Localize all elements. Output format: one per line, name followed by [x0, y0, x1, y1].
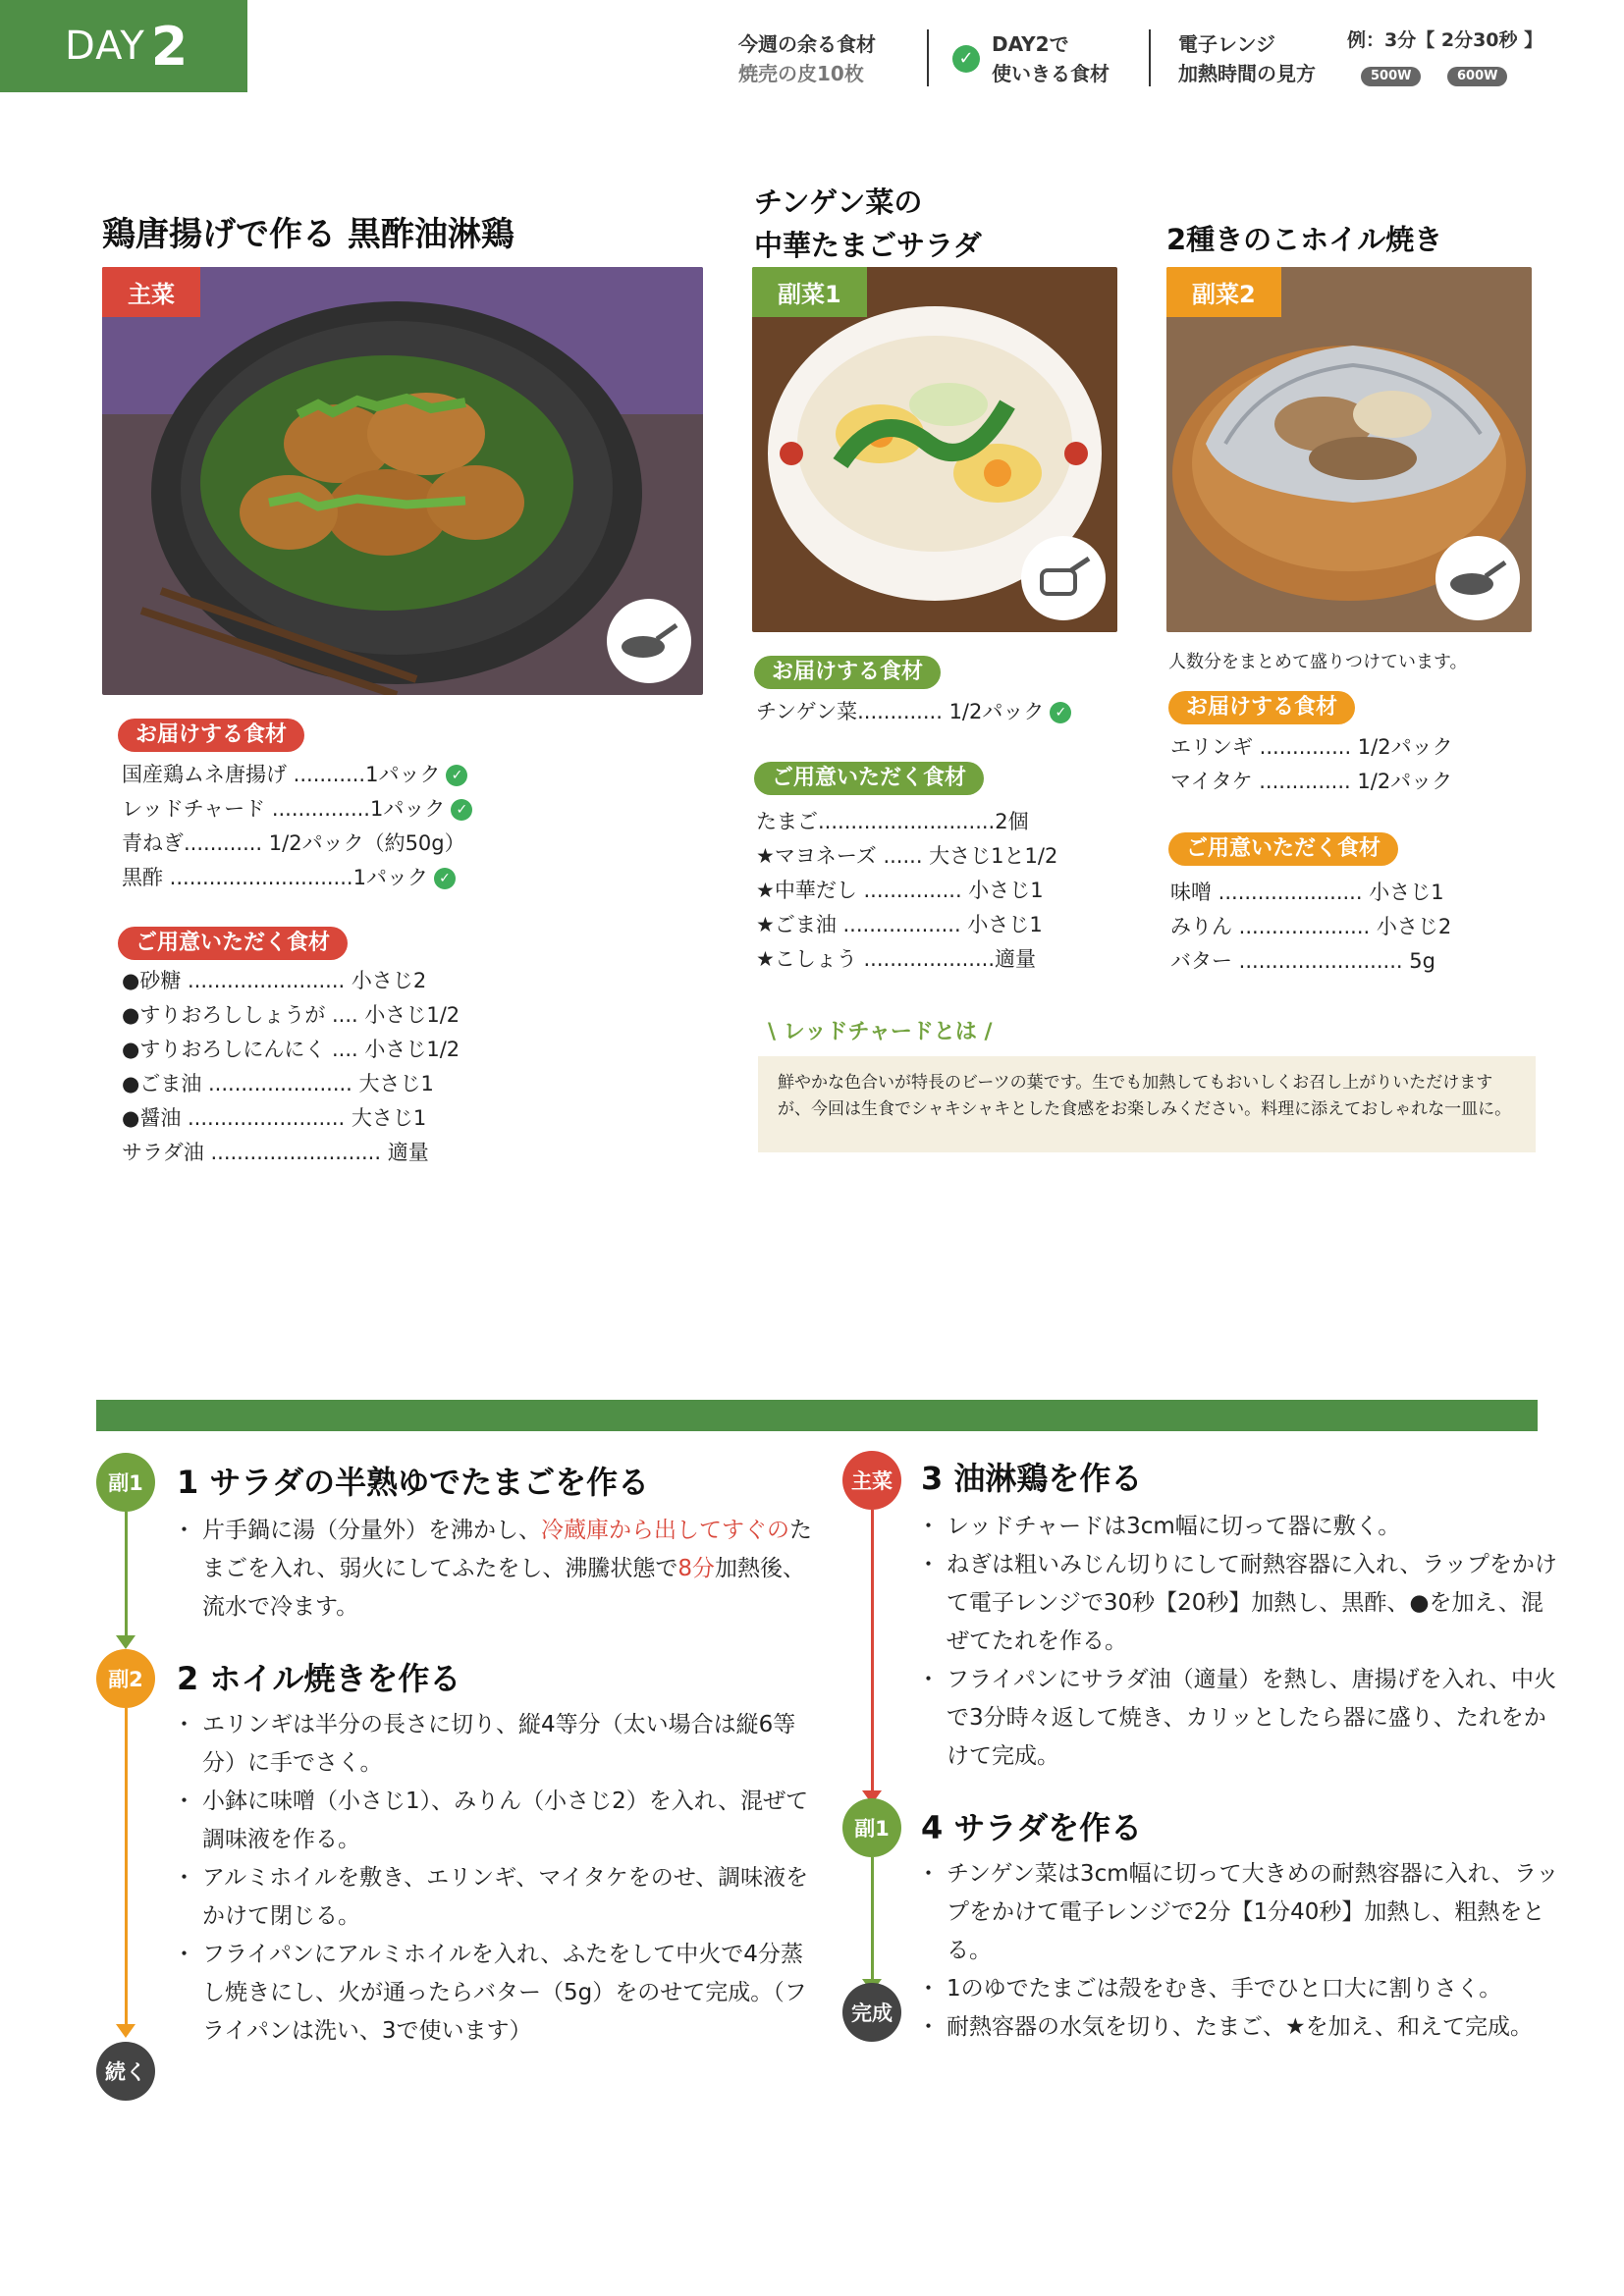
list-item: バター ......................... 5g — [1170, 949, 1435, 973]
leftover-title: 今週の余る食材 — [738, 32, 876, 56]
list-item: 味噌 ...................... 小さじ1 — [1170, 881, 1444, 904]
step1-list — [177, 1512, 815, 1627]
list-item: ●砂糖 ........................ 小さじ2 — [122, 969, 427, 992]
step-item: ・ 1のゆでたまごは殻をむき、手でひと口大に割りさく。 — [921, 1970, 1559, 2008]
check-icon: ✓ — [1050, 702, 1071, 723]
step2-title: 2 ホイル焼きを作る — [177, 1660, 461, 1697]
step-item: ・ チンゲン菜は3cm幅に切って大きめの耐熱容器に入れ、ラップをかけて電子レンジで2分【1分40秒】加熱し、粗熱をとる。 — [921, 1855, 1559, 1970]
side1-prepare-header: ご用意いただく食材 — [754, 762, 984, 795]
list-item: みりん .................... 小さじ2 — [1170, 915, 1452, 938]
list-item: マイタケ .............. 1/2パック — [1170, 770, 1453, 793]
side2-title: 2種きのこホイル焼き — [1166, 223, 1443, 256]
useup-block — [952, 29, 1110, 88]
side1-prepare-list — [756, 805, 1057, 977]
step-item: ・ アルミホイルを敷き、エリンギ、マイタケをのせ、調味液をかけて閉じる。 — [177, 1859, 815, 1936]
main-dish-tag: 主菜 — [102, 267, 200, 317]
step-item: ・ レッドチャードは3cm幅に切って器に敷く。 — [921, 1508, 1559, 1546]
redchard-title: \ レッドチャードとは / — [768, 1020, 993, 1044]
list-item: たまご...........................2個 — [756, 810, 1029, 833]
example-label: 例：3分 — [1347, 29, 1417, 51]
main-prepare-list — [122, 964, 460, 1170]
useup-line1: DAY2で — [992, 32, 1069, 56]
leftover-value: 焼売の皮10枚 — [738, 62, 864, 85]
day-label: DAY — [65, 24, 145, 69]
continue-badge: 続く — [96, 2042, 155, 2101]
check-icon: ✓ — [451, 799, 472, 821]
step4-list — [921, 1855, 1559, 2047]
step-item: ・ フライパンにアルミホイルを入れ、ふたをして中火で4分蒸し焼きにし、火が通ったらバター（5g）をのせて完成。（フライパンは洗い、3で使います） — [177, 1936, 815, 2051]
list-item: 国産鶏ムネ唐揚げ ...........1パック ✓ — [122, 758, 472, 792]
flow-arrow-icon — [116, 2024, 135, 2038]
side2-delivered-list — [1170, 730, 1453, 799]
finish-badge: 完成 — [842, 1983, 901, 2042]
frying-pan-icon — [1435, 536, 1520, 620]
list-item: ●醤油 ........................ 大さじ1 — [122, 1106, 427, 1130]
step-item: ・ ねぎは粗いみじん切りにして耐熱容器に入れ、ラップをかけて電子レンジで30秒【20秒】加熱し、黒酢、●を加え、混ぜてたれを作る。 — [921, 1546, 1559, 1661]
step-item: ・ エリンギは半分の長さに切り、縦4等分（太い場合は縦6等分）に手でさく。 — [177, 1706, 815, 1783]
check-icon: ✓ — [434, 868, 456, 889]
redchard-box: 鮮やかな色合いが特長のビーツの葉です。生でも加熱してもおいしくお召し上がりいただけますが、今回は生食でシャキシャキとした食感をお楽しみください。料理に添えておしゃれな一皿に。 — [758, 1056, 1536, 1152]
flow-line — [871, 1857, 874, 1983]
list-item: サラダ油 .......................... 適量 — [122, 1141, 429, 1164]
pot-icon — [1021, 536, 1106, 620]
watt-500: 500W — [1361, 65, 1421, 86]
side2-prepare-list — [1170, 876, 1451, 979]
side2-photo — [1166, 267, 1532, 632]
list-item: ●すりおろしにんにく .... 小さじ1/2 — [122, 1038, 460, 1061]
flow-line — [125, 1708, 128, 2028]
step-item: ・ 片手鍋に湯（分量外）を沸かし、冷蔵庫から出してすぐのたまごを入れ、弱火にしてふたをし、沸騰状態で8分加熱後、流水で冷ます。 — [177, 1512, 815, 1627]
list-item: ●すりおろししょうが .... 小さじ1/2 — [122, 1003, 460, 1027]
day-tab — [0, 0, 247, 92]
list-item: ★中華だし ............... 小さじ1 — [756, 879, 1044, 902]
day-number: 2 — [150, 15, 189, 78]
header-divider — [927, 29, 929, 86]
list-item: ★こしょう ....................適量 — [756, 947, 1037, 971]
example-bracket: 【 2分30秒 】 — [1416, 29, 1543, 51]
list-item: レッドチャード ...............1パック ✓ — [122, 792, 472, 827]
step4-badge: 副1 — [842, 1798, 901, 1857]
step-item: ・ フライパンにサラダ油（適量）を熱し、唐揚げを入れ、中火で3分時々返して焼き、カリッとしたら器に盛り、たれをかけて完成。 — [921, 1661, 1559, 1776]
microwave-line1: 電子レンジ — [1178, 32, 1275, 56]
useup-line2: 使いきる食材 — [992, 62, 1110, 85]
frying-pan-icon — [607, 599, 691, 683]
flow-line — [125, 1512, 128, 1639]
check-icon: ✓ — [952, 45, 980, 73]
microwave-block — [1178, 29, 1316, 88]
flow-line — [871, 1510, 874, 1794]
list-item: 黒酢 ............................1パック ✓ — [122, 861, 472, 895]
side1-title: チンゲン菜の 中華たまごサラダ — [754, 186, 982, 262]
section-divider-bar — [96, 1400, 1538, 1431]
list-item: ★マヨネーズ ...... 大さじ1と1/2 — [756, 844, 1058, 868]
step1-title: 1 サラダの半熟ゆでたまごを作る — [177, 1464, 650, 1501]
list-item: ●ごま油 ...................... 大さじ1 — [122, 1072, 434, 1095]
microwave-example — [1347, 26, 1543, 52]
header-divider — [1149, 29, 1151, 86]
main-dish-photo — [102, 267, 703, 695]
side1-photo — [752, 267, 1117, 632]
side1-delivered-list — [756, 695, 1071, 729]
step3-title: 3 油淋鶏を作る — [921, 1460, 1143, 1497]
step-item: ・ 小鉢に味噌（小さじ1）、みりん（小さじ2）を入れ、混ぜて調味液を作る。 — [177, 1783, 815, 1859]
main-prepare-header: ご用意いただく食材 — [118, 927, 348, 960]
main-delivered-header: お届けする食材 — [118, 719, 304, 752]
microwave-line2: 加熱時間の見方 — [1178, 62, 1316, 85]
step1-badge: 副1 — [96, 1453, 155, 1512]
flow-arrow-icon — [116, 1635, 135, 1649]
side1-tag: 副菜1 — [752, 267, 867, 317]
side2-prepare-header: ご用意いただく食材 — [1168, 832, 1398, 866]
step2-badge: 副2 — [96, 1649, 155, 1708]
leftover-block — [738, 29, 876, 88]
main-dish-title: 鶏唐揚げで作る 黒酢油淋鶏 — [102, 215, 514, 254]
step2-list — [177, 1706, 815, 2051]
step3-list — [921, 1508, 1559, 1776]
side2-delivered-header: お届けする食材 — [1168, 691, 1355, 724]
main-delivered-list — [122, 758, 472, 895]
side1-delivered-header: お届けする食材 — [754, 656, 941, 689]
list-item: ★ごま油 .................. 小さじ1 — [756, 913, 1043, 936]
check-icon: ✓ — [446, 765, 467, 786]
step3-badge: 主菜 — [842, 1451, 901, 1510]
list-item: エリンギ .............. 1/2パック — [1170, 735, 1453, 759]
side2-tag: 副菜2 — [1166, 267, 1281, 317]
step4-title: 4 サラダを作る — [921, 1809, 1143, 1846]
step-item: ・ 耐熱容器の水気を切り、たまご、★を加え、和えて完成。 — [921, 2008, 1559, 2047]
side2-serving-note: 人数分をまとめて盛りつけています。 — [1168, 652, 1468, 672]
watt-600: 600W — [1447, 65, 1507, 86]
list-item: チンゲン菜............. 1/2パック ✓ — [756, 695, 1071, 729]
list-item: 青ねぎ............ 1/2パック（約50g） — [122, 831, 465, 855]
